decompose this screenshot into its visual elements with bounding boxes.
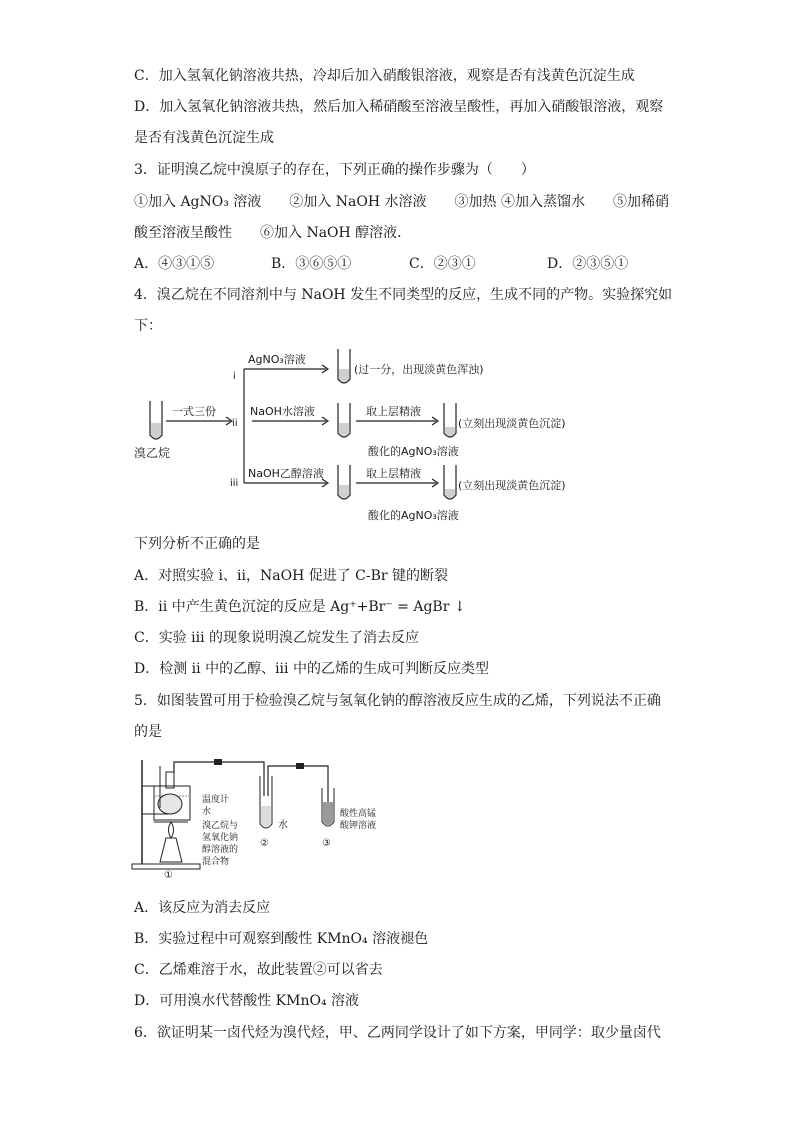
- label-num-1: ①: [164, 870, 173, 881]
- q2-option-d-cont: 是否有浅黄色沉淀生成: [134, 130, 274, 146]
- q5-stem-cont: 的是: [134, 724, 162, 740]
- q5-option-c: C．乙烯难溶于水，故此装置②可以省去: [134, 962, 383, 978]
- branch-iii: iii: [230, 478, 239, 489]
- q3-option-b: B．③⑥⑤①: [271, 256, 352, 272]
- step-iii: 取上层精液: [366, 467, 421, 480]
- q5-stem: 5．如图装置可用于检验溴乙烷与氢氧化钠的醇溶液反应生成的乙烯，下列说法不正确: [134, 693, 661, 709]
- q4-option-b: B．ii 中产生黄色沉淀的反应是 Ag⁺+Br⁻ = AgBr ↓: [134, 599, 466, 615]
- q3-option-c: C．②③①: [409, 256, 476, 272]
- tubing: [174, 759, 328, 814]
- label-mixture-2: 氢氧化钠: [202, 833, 239, 843]
- start-tube: [150, 401, 162, 439]
- flask: [158, 766, 182, 814]
- tube-iii: [338, 465, 350, 499]
- acid-ii: 酸化的AgNO₃溶液: [368, 445, 459, 458]
- step-ii: 取上层精液: [366, 405, 421, 418]
- reagent-iii: NaOH乙醇溶液: [248, 467, 324, 480]
- label-kmno4-1: 酸性高锰: [340, 809, 377, 819]
- q3-option-a: A．④③①⑤: [134, 256, 215, 272]
- q4-question: 下列分析不正确的是: [134, 536, 260, 552]
- label-mixture-4: 混合物: [202, 857, 230, 867]
- q3-steps-cont: 酸至溶液呈酸性 ⑥加入 NaOH 醇溶液．: [134, 225, 412, 241]
- branch-i: i: [233, 371, 236, 382]
- label-num-3: ③: [322, 838, 331, 849]
- label-num-2: ②: [260, 838, 269, 849]
- split-label: 一式三份: [172, 405, 216, 418]
- reagent-i: AgNO₃溶液: [248, 353, 306, 366]
- label-thermometer: 温度计: [202, 795, 230, 805]
- tube-i: [338, 349, 350, 383]
- label-kmno4-2: 酸钾溶液: [340, 821, 377, 831]
- apparatus-diagram: [128, 756, 408, 880]
- q2-option-c: C．加入氢氧化钠溶液共热，冷却后加入硝酸银溶液，观察是否有浅黄色沉淀生成: [134, 68, 635, 84]
- q4-option-a: A．对照实验 i、ii，NaOH 促进了 C-Br 键的断裂: [134, 568, 449, 584]
- q5-option-a: A．该反应为消去反应: [134, 900, 271, 916]
- result-i: (过一分，出现淡黄色浑浊): [354, 363, 484, 376]
- label-water-tube: 水: [278, 820, 288, 831]
- water-tube: [260, 776, 272, 828]
- q3-steps: ①加入 AgNO₃ 溶液 ②加入 NaOH 水溶液 ③加热 ④加入蒸馏水 ⑤加稀硝: [134, 194, 669, 210]
- q5-option-d: D．可用溴水代替酸性 KMnO₄ 溶液: [134, 993, 360, 1009]
- q4-stem: 4．溴乙烷在不同溶剂中与 NaOH 发生不同类型的反应，生成不同的产物。实验探究如: [134, 287, 673, 303]
- start-label: 溴乙烷: [134, 446, 171, 460]
- tube-ii-result: [444, 403, 456, 437]
- result-ii: (立刻出现淡黄色沉淀): [458, 417, 566, 430]
- q3-stem: 3．证明溴乙烷中溴原子的存在，下列正确的操作步骤为（ ）: [134, 162, 535, 178]
- result-iii: (立刻出现淡黄色沉淀): [458, 479, 566, 492]
- burner: [154, 822, 188, 862]
- label-water-bath: 水: [202, 807, 212, 817]
- tube-iii-result: [444, 465, 456, 499]
- reagent-ii: NaOH水溶液: [250, 405, 315, 418]
- label-mixture-1: 溴乙烷与: [202, 821, 239, 831]
- experiment-flow-diagram: [134, 343, 600, 523]
- q3-option-d: D．②③⑤①: [547, 256, 629, 272]
- branch-ii: ii: [232, 418, 238, 429]
- q4-stem-cont: 下：: [134, 318, 162, 334]
- label-mixture-3: 醇溶液的: [202, 845, 239, 855]
- tube-ii: [338, 403, 350, 437]
- q2-option-d: D．加入氢氧化钠溶液共热，然后加入稀硝酸至溶液呈酸性，再加入硝酸银溶液，观察: [134, 99, 664, 115]
- q6-stem: 6．欲证明某一卤代烃为溴代烃，甲、乙两同学设计了如下方案，甲同学：取少量卤代: [134, 1025, 661, 1041]
- q5-option-b: B．实验过程中可观察到酸性 KMnO₄ 溶液褪色: [134, 931, 429, 947]
- q4-option-d: D．检测 ii 中的乙醇、iii 中的乙烯的生成可判断反应类型: [134, 661, 489, 677]
- acid-iii: 酸化的AgNO₃溶液: [368, 509, 459, 522]
- q4-option-c: C．实验 iii 的现象说明溴乙烷发生了消去反应: [134, 630, 420, 646]
